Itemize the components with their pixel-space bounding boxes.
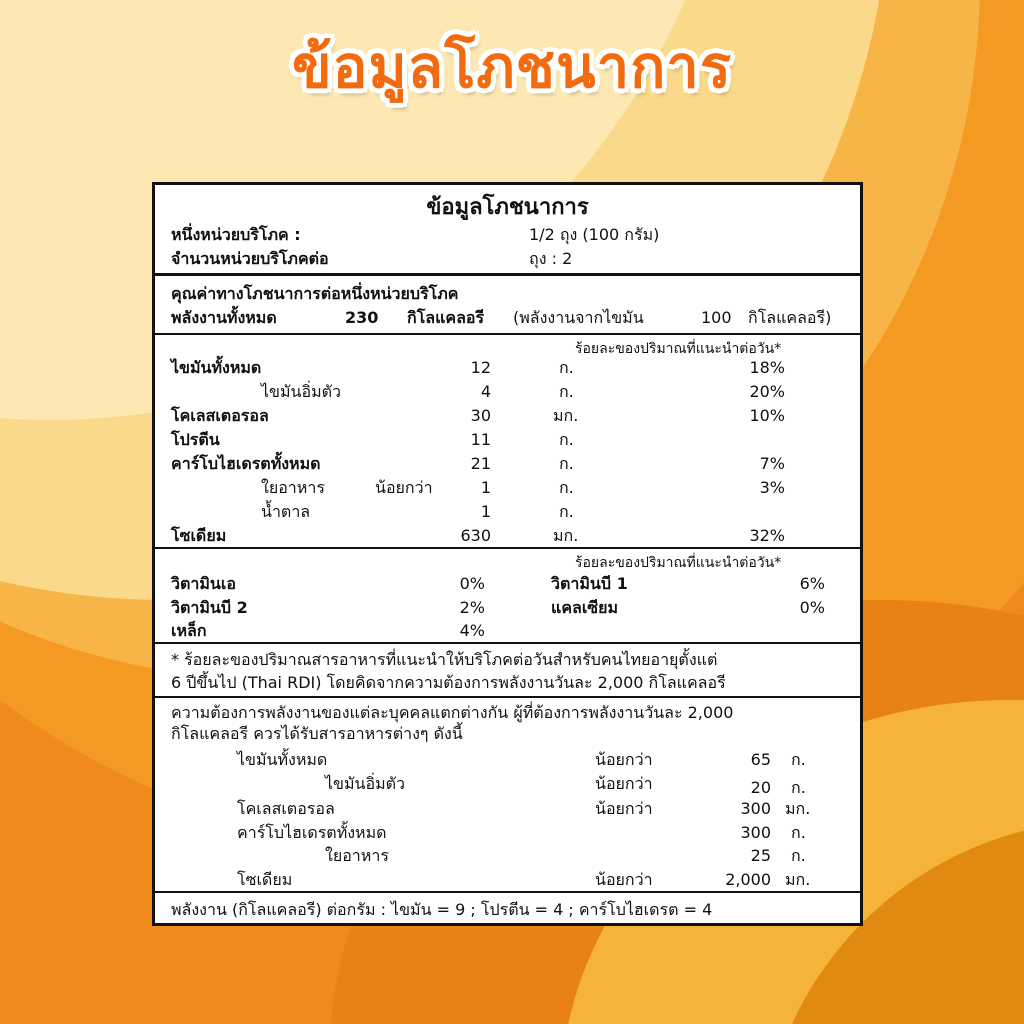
- vitamin-name: วิตามินเอ: [171, 574, 236, 593]
- vitamin-name: วิตามินบี 1: [551, 574, 628, 593]
- nutrient-percent: 7%: [759, 454, 785, 473]
- label-heading: ข้อมูลโภชนาการ: [426, 195, 589, 220]
- nutrient-name: โคเลสเตอรอล: [171, 406, 269, 425]
- need-unit: ก.: [791, 750, 806, 769]
- nutrient-name: คาร์โบไฮเดรตทั้งหมด: [171, 454, 321, 473]
- vitamin-percent: 0%: [459, 574, 485, 593]
- nutrients-section: [155, 335, 860, 549]
- serving-size-label: หนึ่งหน่วยบริโภค :: [171, 225, 301, 244]
- vitamin-name: วิตามินบี 2: [171, 598, 248, 617]
- needs-intro-line: ความต้องการพลังงานของแต่ละบุคคลแตกต่างกัน ผู้ที่ต้องการพลังงานวันละ 2,000: [171, 703, 734, 722]
- need-name: ไขมันทั้งหมด: [237, 750, 328, 769]
- need-name: โซเดียม: [237, 870, 293, 889]
- page-title-banner: [0, 22, 1024, 112]
- nutrient-amount: 11: [470, 430, 491, 449]
- nutrient-amount: 30: [470, 406, 491, 425]
- need-amount: 25: [750, 846, 771, 865]
- energy-value: 230: [345, 308, 379, 327]
- daily-needs-section: [155, 698, 860, 893]
- footnote-section: [155, 644, 860, 698]
- need-unit: มก.: [785, 870, 811, 889]
- nutrient-percent: 20%: [749, 382, 785, 401]
- energy-fat-unit: กิโลแคลอรี): [748, 308, 832, 327]
- nutrition-facts-label: [152, 182, 863, 926]
- need-amount: 300: [740, 823, 771, 842]
- energy-unit: กิโลแคลอรี: [407, 308, 485, 327]
- nutrient-percent: 10%: [749, 406, 785, 425]
- nutrient-unit: ก.: [559, 430, 574, 449]
- nutrient-amount: 4: [480, 382, 491, 401]
- energy-per-gram-section: [155, 893, 860, 923]
- vitamin-percent: 6%: [799, 574, 825, 593]
- vitamin-name: เหล็ก: [171, 621, 207, 640]
- vitamin-name: แคลเซียม: [551, 598, 619, 617]
- need-name: ใยอาหาร: [325, 846, 389, 865]
- nutrient-amount: 1: [480, 478, 491, 497]
- footnote-line: 6 ปีขึ้นไป (Thai RDI) โดยคิดจากความต้องการพลังงานวันละ 2,000 กิโลแคลอรี: [171, 673, 726, 692]
- nutrient-amount: 21: [470, 454, 491, 473]
- nutrient-amount: 630: [460, 526, 491, 545]
- rdi-header: ร้อยละของปริมาณที่แนะนำต่อวัน*: [575, 555, 782, 571]
- need-unit: ก.: [791, 846, 806, 865]
- need-name: ไขมันอิ่มตัว: [325, 774, 405, 793]
- energy-fat-label: (พลังงานจากไขมัน: [513, 308, 644, 327]
- nutrient-unit: มก.: [553, 406, 579, 425]
- serving-section: [155, 185, 860, 276]
- rdi-header: ร้อยละของปริมาณที่แนะนำต่อวัน*: [575, 341, 782, 357]
- nutrient-name: ใยอาหาร: [261, 478, 325, 497]
- nutrient-unit: ก.: [559, 358, 574, 377]
- nutrient-unit: ก.: [559, 478, 574, 497]
- need-qualifier: น้อยกว่า: [595, 750, 653, 769]
- energy-label: พลังงานทั้งหมด: [171, 308, 277, 327]
- need-unit: ก.: [791, 823, 806, 842]
- nutrient-amount: 12: [470, 358, 491, 377]
- per-serving-heading: คุณค่าทางโภชนาการต่อหนึ่งหน่วยบริโภค: [171, 284, 459, 303]
- nutrient-percent: 3%: [759, 478, 785, 497]
- need-qualifier: น้อยกว่า: [595, 799, 653, 818]
- vitamin-percent: 0%: [799, 598, 825, 617]
- need-qualifier: น้อยกว่า: [595, 870, 653, 889]
- servings-per-value: ถุง : 2: [529, 249, 573, 268]
- nutrient-percent: 32%: [749, 526, 785, 545]
- nutrient-unit: ก.: [559, 382, 574, 401]
- need-unit: ก.: [791, 778, 806, 797]
- need-amount: 65: [750, 750, 771, 769]
- energy-section: [155, 276, 860, 335]
- vitamins-section: [155, 549, 860, 644]
- need-qualifier: น้อยกว่า: [595, 774, 653, 793]
- nutrient-percent: 18%: [749, 358, 785, 377]
- nutrient-name: ไขมันทั้งหมด: [171, 358, 262, 377]
- footnote-line: * ร้อยละของปริมาณสารอาหารที่แนะนำให้บริโภคต่อวันสำหรับคนไทยอายุตั้งแต่: [171, 650, 718, 669]
- vitamin-percent: 2%: [459, 598, 485, 617]
- nutrient-name: น้ำตาล: [261, 502, 311, 521]
- need-unit: มก.: [785, 799, 811, 818]
- need-amount: 300: [740, 799, 771, 818]
- page-title: ข้อมูลโภชนาการ: [291, 33, 733, 101]
- nutrient-unit: ก.: [559, 502, 574, 521]
- need-amount: 20: [750, 778, 771, 797]
- vitamin-percent: 4%: [459, 621, 485, 640]
- need-name: โคเลสเตอรอล: [237, 799, 335, 818]
- needs-intro-line: กิโลแคลอรี ควรได้รับสารอาหารต่างๆ ดังนี้: [171, 724, 463, 743]
- nutrient-amount: 1: [480, 502, 491, 521]
- need-name: คาร์โบไฮเดรตทั้งหมด: [237, 823, 387, 842]
- servings-per-label: จำนวนหน่วยบริโภคต่อ: [171, 249, 329, 268]
- nutrient-unit: ก.: [559, 454, 574, 473]
- need-amount: 2,000: [725, 870, 771, 889]
- nutrient-name: โปรตีน: [171, 430, 220, 449]
- nutrient-prefix: น้อยกว่า: [375, 478, 433, 497]
- serving-size-value: 1/2 ถุง (100 กรัม): [529, 225, 660, 244]
- nutrient-name: ไขมันอิ่มตัว: [261, 382, 341, 401]
- energy-fat-value: 100: [701, 308, 732, 327]
- nutrient-name: โซเดียม: [171, 526, 227, 545]
- nutrient-unit: มก.: [553, 526, 579, 545]
- energy-per-gram: พลังงาน (กิโลแคลอรี) ต่อกรัม : ไขมัน = 9 ; โปรตีน = 4 ; คาร์โบไฮเดรต = 4: [171, 900, 713, 919]
